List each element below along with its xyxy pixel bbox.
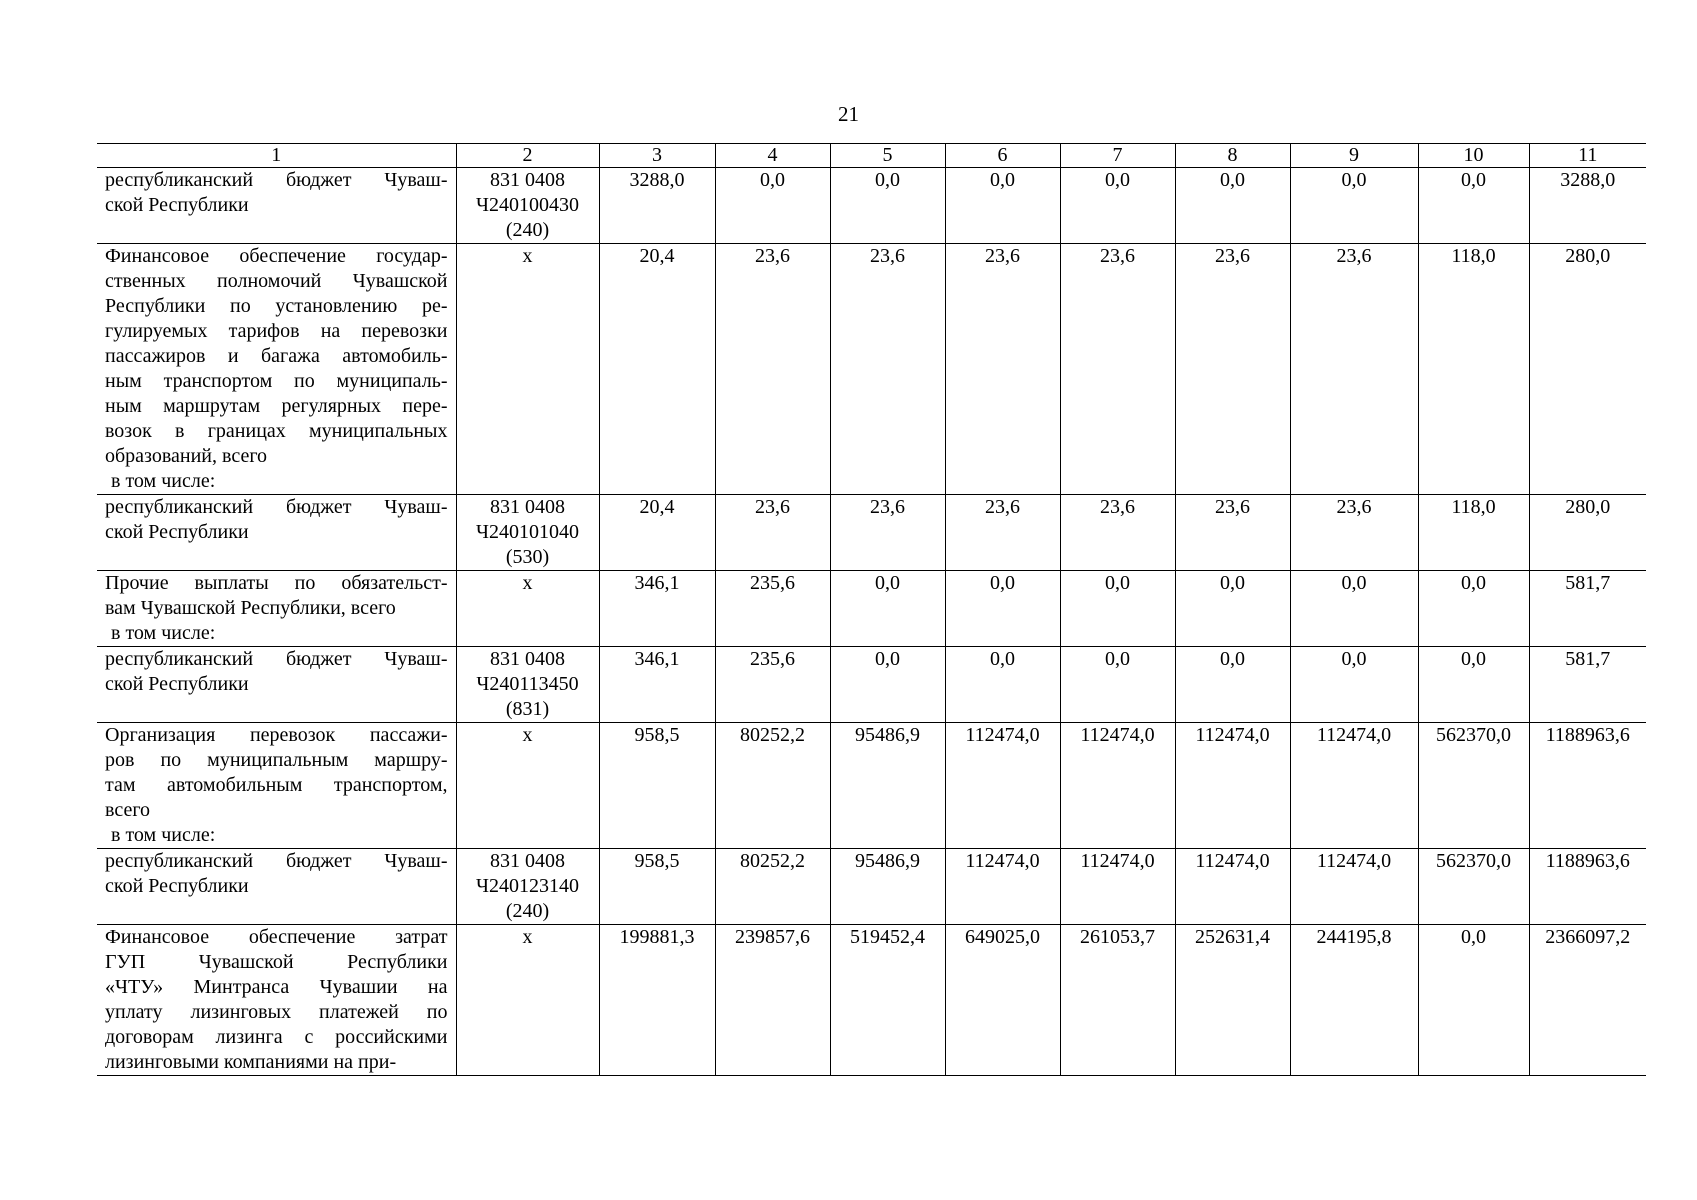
value-cell-col-11: 3288,0	[1529, 168, 1646, 244]
value-cell-col-3: 958,5	[599, 849, 715, 925]
value-cell-col-4: 80252,2	[715, 723, 830, 849]
value-cell-col-5: 95486,9	[830, 723, 945, 849]
value-cell-col-3: 346,1	[599, 571, 715, 647]
budget-code-line: х	[522, 245, 533, 267]
page-number: 21	[838, 102, 859, 126]
budget-code-cell	[456, 571, 599, 647]
value-cell-col-10: 562370,0	[1418, 723, 1529, 849]
row-name-line: Прочие выплаты по обязательст-	[105, 572, 448, 594]
value-cell-col-10: 0,0	[1418, 647, 1529, 723]
row-name-cell	[97, 168, 456, 244]
value-cell-col-11: 581,7	[1529, 571, 1646, 647]
value-cell-col-6: 649025,0	[945, 925, 1060, 1076]
row-name-line: ГУП Чувашской Республики	[105, 951, 448, 973]
value-cell-col-6: 0,0	[945, 571, 1060, 647]
value-cell-col-8: 23,6	[1175, 495, 1290, 571]
value-cell-col-10: 0,0	[1418, 925, 1529, 1076]
value-cell-col-9: 0,0	[1290, 571, 1418, 647]
row-name-line: «ЧТУ» Минтранса Чувашии на	[105, 976, 448, 998]
budget-table	[97, 143, 1646, 1076]
value-cell-col-5: 0,0	[830, 647, 945, 723]
value-cell-col-6: 23,6	[945, 495, 1060, 571]
table-row	[97, 647, 1646, 723]
value-cell-col-9: 0,0	[1290, 168, 1418, 244]
value-cell-col-7: 23,6	[1060, 244, 1175, 495]
budget-code-line: Ч240123140	[476, 875, 579, 897]
row-name-cell	[97, 571, 456, 647]
table-row	[97, 925, 1646, 1076]
value-cell-col-11: 581,7	[1529, 647, 1646, 723]
value-cell-col-5: 23,6	[830, 495, 945, 571]
row-name-cell	[97, 647, 456, 723]
table-row	[97, 495, 1646, 571]
row-name-line: ской Республики	[105, 194, 249, 216]
value-cell-col-7: 261053,7	[1060, 925, 1175, 1076]
row-name-cell	[97, 925, 456, 1076]
row-name-cell	[97, 244, 456, 495]
value-cell-col-5: 0,0	[830, 571, 945, 647]
value-cell-col-6: 112474,0	[945, 849, 1060, 925]
row-name-line: ственных полномочий Чувашской	[105, 270, 448, 292]
row-name-line: гулируемых тарифов на перевозки	[105, 320, 448, 342]
row-name-line: возок в границах муниципальных	[105, 420, 448, 442]
row-name-line: в том числе:	[111, 824, 216, 846]
table-row	[97, 849, 1646, 925]
row-name-line: республиканский бюджет Чуваш-	[105, 648, 448, 670]
row-name-line: в том числе:	[111, 470, 216, 492]
row-name-line: ным транспортом по муниципаль-	[105, 370, 448, 392]
row-name-line: вам Чувашской Республики, всего	[105, 597, 396, 619]
value-cell-col-10: 118,0	[1418, 244, 1529, 495]
value-cell-col-11: 280,0	[1529, 244, 1646, 495]
value-cell-col-10: 562370,0	[1418, 849, 1529, 925]
row-name-line: ской Республики	[105, 673, 249, 695]
value-cell-col-11: 1188963,6	[1529, 849, 1646, 925]
value-cell-col-6: 23,6	[945, 244, 1060, 495]
budget-code-line: (240)	[505, 900, 550, 922]
value-cell-col-8: 23,6	[1175, 244, 1290, 495]
value-cell-col-9: 112474,0	[1290, 849, 1418, 925]
budget-code-cell	[456, 849, 599, 925]
value-cell-col-8: 112474,0	[1175, 723, 1290, 849]
value-cell-col-9: 244195,8	[1290, 925, 1418, 1076]
row-name-line: Организация перевозок пассажи-	[105, 724, 448, 746]
column-header-10: 10	[1418, 144, 1529, 168]
value-cell-col-11: 280,0	[1529, 495, 1646, 571]
column-header-11: 11	[1529, 144, 1646, 168]
value-cell-col-9: 112474,0	[1290, 723, 1418, 849]
value-cell-col-3: 3288,0	[599, 168, 715, 244]
row-name-line: ской Республики	[105, 521, 249, 543]
row-name-cell	[97, 723, 456, 849]
table-row	[97, 168, 1646, 244]
budget-code-cell	[456, 647, 599, 723]
row-name-line: республиканский бюджет Чуваш-	[105, 496, 448, 518]
value-cell-col-4: 80252,2	[715, 849, 830, 925]
budget-code-cell	[456, 168, 599, 244]
column-header-2: 2	[456, 144, 599, 168]
row-name-line: республиканский бюджет Чуваш-	[105, 850, 448, 872]
budget-code-line: 831 0408	[490, 169, 565, 191]
budget-code-line: (831)	[505, 698, 550, 720]
row-name-line: образований, всего	[105, 445, 268, 467]
table-row	[97, 244, 1646, 495]
column-header-9: 9	[1290, 144, 1418, 168]
budget-code-cell	[456, 495, 599, 571]
budget-code-line: х	[522, 926, 533, 948]
value-cell-col-5: 0,0	[830, 168, 945, 244]
value-cell-col-6: 0,0	[945, 647, 1060, 723]
row-name-line: уплату лизинговых платежей по	[105, 1001, 448, 1023]
value-cell-col-5: 23,6	[830, 244, 945, 495]
budget-code-line: 831 0408	[490, 850, 565, 872]
value-cell-col-5: 519452,4	[830, 925, 945, 1076]
row-name-line: пассажиров и багажа автомобиль-	[105, 345, 448, 367]
value-cell-col-4: 0,0	[715, 168, 830, 244]
value-cell-col-6: 112474,0	[945, 723, 1060, 849]
budget-code-line: Ч240101040	[476, 521, 579, 543]
row-name-cell	[97, 495, 456, 571]
value-cell-col-7: 112474,0	[1060, 849, 1175, 925]
value-cell-col-7: 112474,0	[1060, 723, 1175, 849]
value-cell-col-10: 118,0	[1418, 495, 1529, 571]
value-cell-col-4: 235,6	[715, 647, 830, 723]
value-cell-col-9: 23,6	[1290, 244, 1418, 495]
column-header-8: 8	[1175, 144, 1290, 168]
value-cell-col-7: 0,0	[1060, 168, 1175, 244]
budget-code-line: (530)	[505, 546, 550, 568]
budget-code-line: х	[522, 572, 533, 594]
value-cell-col-3: 199881,3	[599, 925, 715, 1076]
value-cell-col-8: 0,0	[1175, 168, 1290, 244]
value-cell-col-7: 23,6	[1060, 495, 1175, 571]
budget-code-line: Ч240100430	[476, 194, 579, 216]
row-name-line: в том числе:	[111, 622, 216, 644]
value-cell-col-8: 252631,4	[1175, 925, 1290, 1076]
budget-code-line: (240)	[505, 219, 550, 241]
value-cell-col-7: 0,0	[1060, 647, 1175, 723]
value-cell-col-3: 346,1	[599, 647, 715, 723]
value-cell-col-8: 112474,0	[1175, 849, 1290, 925]
row-name-line: там автомобильным транспортом,	[105, 774, 448, 796]
table-row	[97, 723, 1646, 849]
row-name-line: ров по муниципальным маршру-	[105, 749, 448, 771]
value-cell-col-6: 0,0	[945, 168, 1060, 244]
value-cell-col-3: 958,5	[599, 723, 715, 849]
value-cell-col-7: 0,0	[1060, 571, 1175, 647]
budget-code-cell	[456, 244, 599, 495]
value-cell-col-8: 0,0	[1175, 571, 1290, 647]
value-cell-col-8: 0,0	[1175, 647, 1290, 723]
budget-code-line: 831 0408	[490, 648, 565, 670]
table-body	[97, 168, 1646, 1076]
value-cell-col-11: 1188963,6	[1529, 723, 1646, 849]
value-cell-col-4: 23,6	[715, 244, 830, 495]
row-name-line: Финансовое обеспечение государ-	[105, 245, 448, 267]
row-name-line: ской Республики	[105, 875, 249, 897]
value-cell-col-4: 235,6	[715, 571, 830, 647]
value-cell-col-9: 23,6	[1290, 495, 1418, 571]
row-name-line: договорам лизинга с российскими	[105, 1026, 448, 1048]
value-cell-col-3: 20,4	[599, 495, 715, 571]
value-cell-col-4: 23,6	[715, 495, 830, 571]
budget-code-line: х	[522, 724, 533, 746]
row-name-line: лизинговыми компаниями на при-	[105, 1051, 397, 1073]
value-cell-col-10: 0,0	[1418, 571, 1529, 647]
column-number-row	[97, 144, 1646, 168]
column-header-4: 4	[715, 144, 830, 168]
row-name-line: ным маршрутам регулярных пере-	[105, 395, 448, 417]
column-header-7: 7	[1060, 144, 1175, 168]
value-cell-col-5: 95486,9	[830, 849, 945, 925]
column-header-3: 3	[599, 144, 715, 168]
row-name-line: всего	[105, 799, 151, 821]
budget-code-line: 831 0408	[490, 496, 565, 518]
budget-code-line: Ч240113450	[476, 673, 579, 695]
column-header-6: 6	[945, 144, 1060, 168]
value-cell-col-4: 239857,6	[715, 925, 830, 1076]
column-header-5: 5	[830, 144, 945, 168]
value-cell-col-11: 2366097,2	[1529, 925, 1646, 1076]
column-header-1: 1	[97, 144, 456, 168]
row-name-line: Республики по установлению ре-	[105, 295, 448, 317]
row-name-line: Финансовое обеспечение затрат	[105, 926, 448, 948]
budget-code-cell	[456, 723, 599, 849]
row-name-cell	[97, 849, 456, 925]
table-row	[97, 571, 1646, 647]
value-cell-col-3: 20,4	[599, 244, 715, 495]
budget-code-cell	[456, 925, 599, 1076]
value-cell-col-9: 0,0	[1290, 647, 1418, 723]
value-cell-col-10: 0,0	[1418, 168, 1529, 244]
row-name-line: республиканский бюджет Чуваш-	[105, 169, 448, 191]
